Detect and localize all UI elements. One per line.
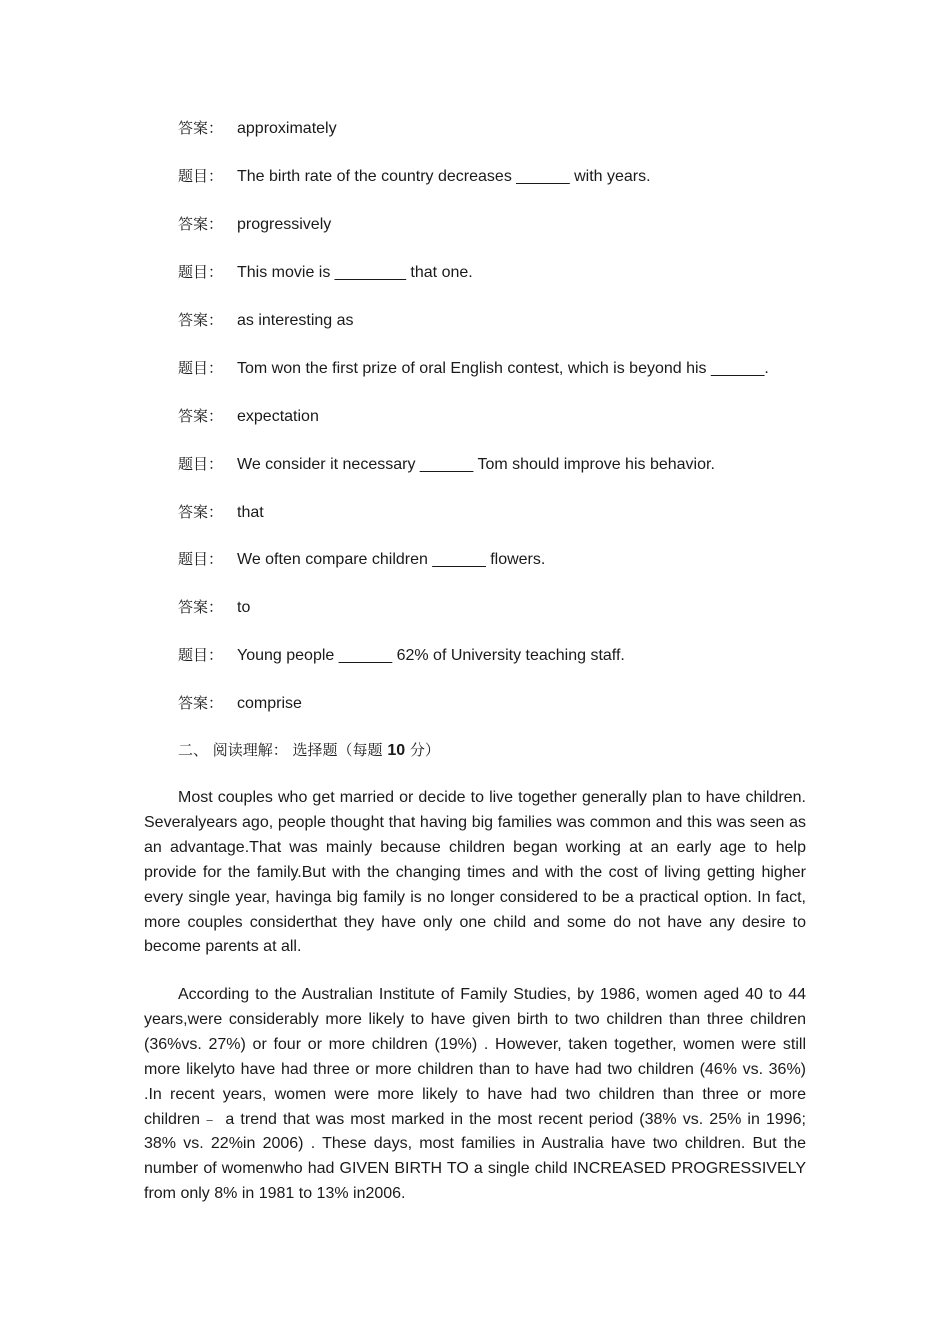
question-label: 题目： bbox=[178, 455, 224, 473]
answer-label: 答案： bbox=[178, 119, 224, 137]
answer-text: to bbox=[237, 599, 251, 616]
question-text: This movie is ________ that one. bbox=[237, 264, 473, 281]
answer-label: 答案： bbox=[178, 503, 224, 521]
answer-label: 答案： bbox=[178, 407, 224, 425]
section-points: 10 bbox=[387, 742, 406, 759]
question-label: 题目： bbox=[178, 359, 224, 377]
qa-row bbox=[178, 502, 818, 523]
passage-paragraph: According to the Australian Institute of Family Studies, by 1986, women aged 40 to 44 years,were considerably more likely to have given birth to two children than three children (36%vs. 27%) or four or more children (19%) . However, taken together, women were still more likelyto have had three or more children than to have had two children (46% vs. 36%) .In recent years, women were more likely to have had two children than three or more children﹣ a trend that was most marked in the most recent period (38% vs. 25% in 1996; 38% vs. 22%in 2006) . These days, most families in Australia have two children. But the number of womenwho had GIVEN BIRTH TO a single child INCREASED PROGRESSIVELY from only 8% in 1981 to 13% in2006. bbox=[144, 986, 806, 1203]
qa-row bbox=[178, 118, 818, 139]
qa-row bbox=[178, 166, 818, 187]
question-text: Young people ______ 62% of University teaching staff. bbox=[237, 647, 625, 664]
qa-row bbox=[178, 454, 818, 475]
answer-label: 答案： bbox=[178, 694, 224, 712]
qa-row bbox=[178, 549, 818, 570]
section-suffix: 分） bbox=[409, 741, 440, 759]
qa-row bbox=[178, 358, 818, 379]
qa-row bbox=[178, 262, 818, 283]
question-text: We often compare children ______ flowers. bbox=[237, 551, 546, 568]
question-label: 题目： bbox=[178, 646, 224, 664]
qa-row bbox=[178, 597, 818, 618]
question-text: Tom won the first prize of oral English contest, which is beyond his ______. bbox=[237, 360, 769, 377]
answer-label: 答案： bbox=[178, 215, 224, 233]
question-text: The birth rate of the country decreases ______ with years. bbox=[237, 168, 651, 185]
section-heading bbox=[178, 740, 440, 761]
answer-label: 答案： bbox=[178, 598, 224, 616]
answer-text: progressively bbox=[237, 216, 332, 233]
answer-text: that bbox=[237, 504, 264, 521]
qa-row bbox=[178, 645, 818, 666]
answer-text: comprise bbox=[237, 695, 302, 712]
passage-paragraph: Most couples who get married or decide to live together generally plan to have children. Severalyears ago, people thought that having big families was common and this was seen as an advantage.That was mainly because children began working at an early age to help provide for the family.But with the changing times and with the cost of living getting higher every single year, havinga big family is no longer considered to be a practical option. In fact, more couples considerthat they have only one child and some do not have any desire to become parents at all. bbox=[144, 789, 806, 956]
answer-label: 答案： bbox=[178, 311, 224, 329]
question-text: We consider it necessary ______ Tom should improve his behavior. bbox=[237, 456, 715, 473]
section-prefix: 二、 阅读理解： 选择题（每题 bbox=[178, 741, 383, 759]
qa-row bbox=[178, 214, 818, 235]
question-label: 题目： bbox=[178, 167, 224, 185]
question-label: 题目： bbox=[178, 550, 224, 568]
answer-text: expectation bbox=[237, 408, 319, 425]
answer-text: approximately bbox=[237, 120, 337, 137]
qa-row bbox=[178, 693, 818, 714]
answer-text: as interesting as bbox=[237, 312, 354, 329]
qa-row bbox=[178, 310, 818, 331]
qa-row bbox=[178, 406, 818, 427]
question-label: 题目： bbox=[178, 263, 224, 281]
